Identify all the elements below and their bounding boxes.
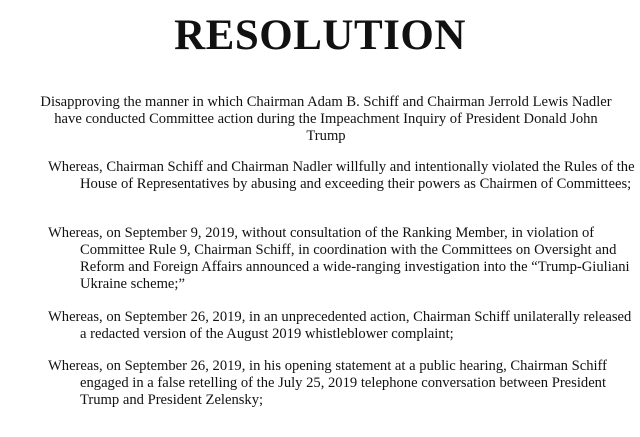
whereas-clause-3: Whereas, on September 26, 2019, in an unprecedented action, Chairman Schiff unilaterally released a redacted version of the August 2019 whistleblower complaint; — [48, 309, 632, 342]
whereas-clause-2: Whereas, on September 9, 2019, without consultation of the Ranking Member, in violation of Committee Rule 9, Chairman Schiff, in coordination with the Committees on Oversight and Reform and Foreign Affairs announced a wide-ranging investigation into the “Trump-Giuliani Ukraine scheme;” — [48, 225, 630, 292]
whereas-clause-4: Whereas, on September 26, 2019, in his opening statement at a public hearing, Chairman Schiff engaged in a false retelling of the July 25, 2019 telephone conversation between President Trump and President Zelensky; — [48, 358, 608, 408]
whereas-clause-1: Whereas, Chairman Schiff and Chairman Nadler willfully and intentionally violated the Rules of the House of Representatives by abusing and exceeding their powers as Chairmen of Committees; — [48, 159, 635, 192]
resolution-summary: Disapproving the manner in which Chairman Adam B. Schiff and Chairman Jerrold Lewis Nadler have conducted Committee action during the Impeachment Inquiry of President Donald John Trump — [40, 94, 612, 144]
document-title: RESOLUTION — [174, 12, 466, 59]
